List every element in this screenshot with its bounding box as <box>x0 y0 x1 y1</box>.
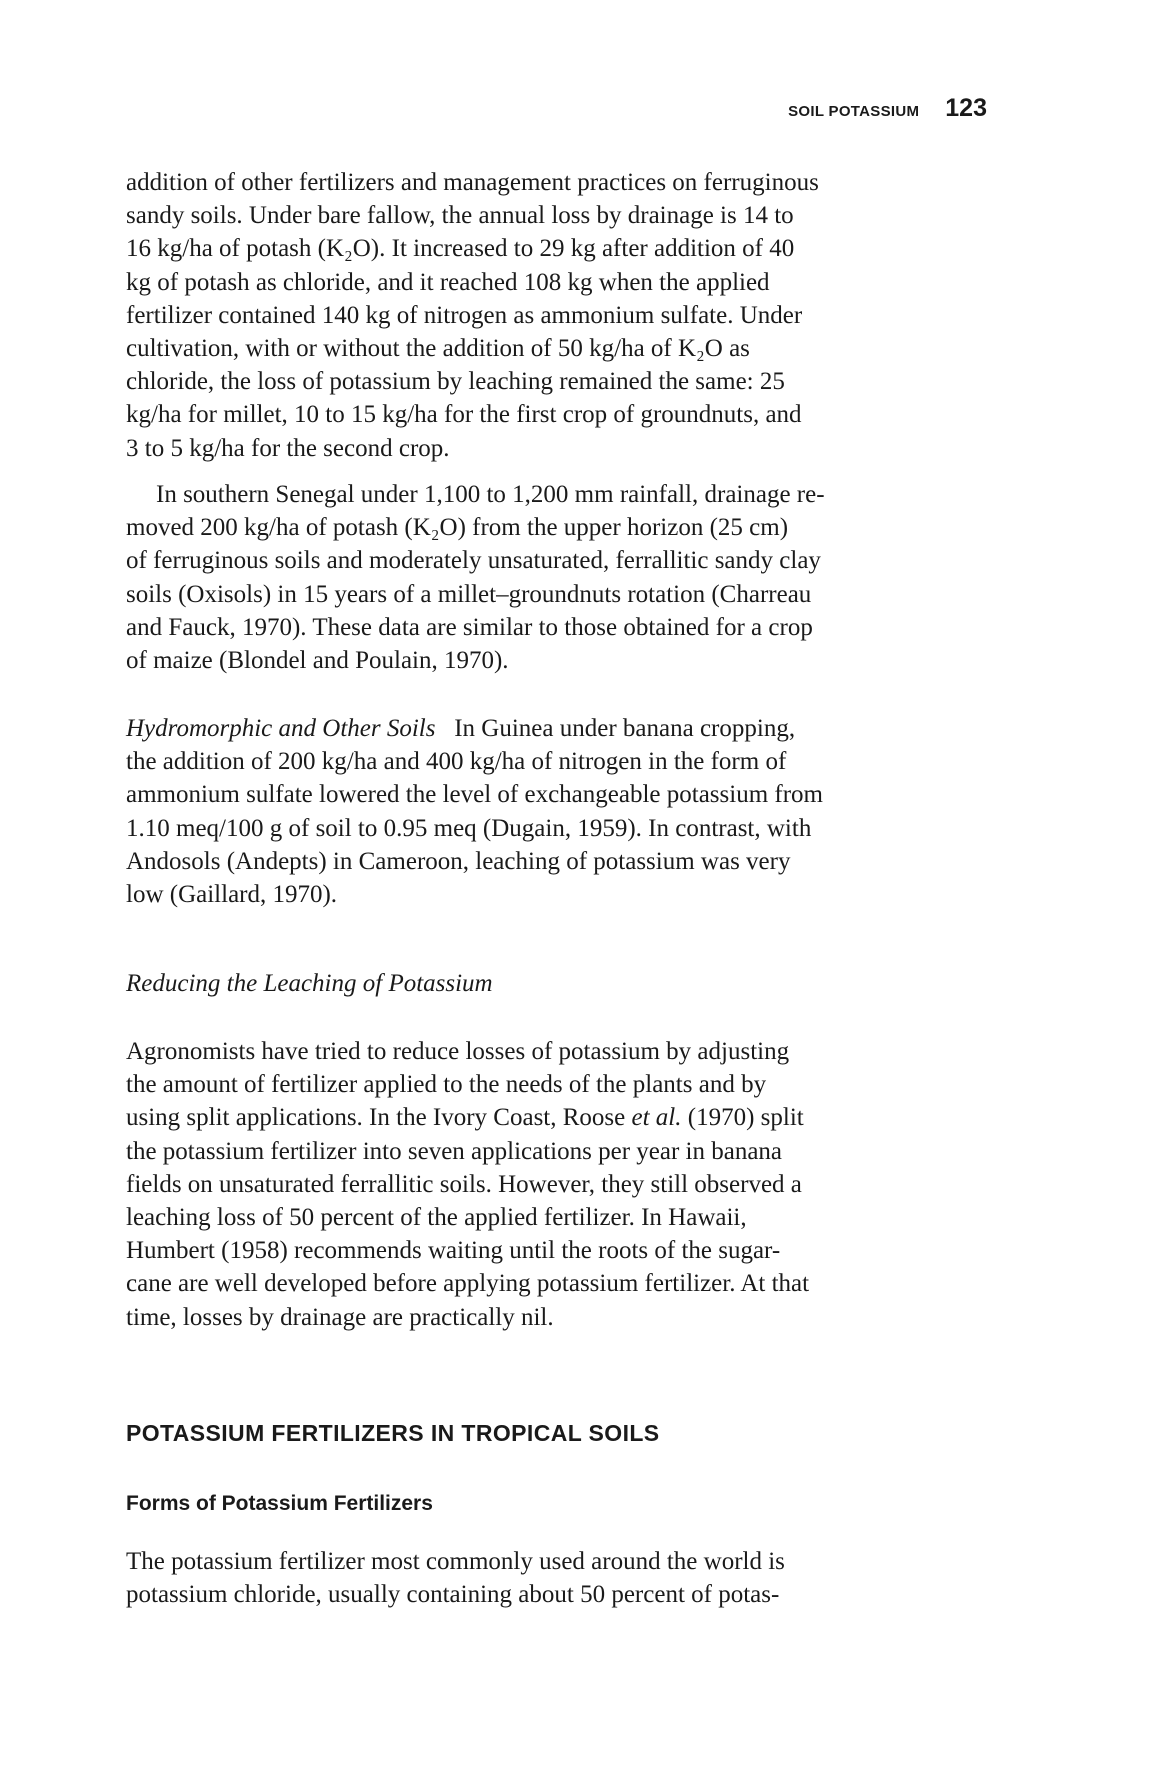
paragraph-4 <box>126 1035 996 1334</box>
text-line: fertilizer contained 140 kg of nitrogen as ammonium sulfate. Under <box>126 301 803 329</box>
page-number: 123 <box>945 94 987 122</box>
text-line: 3 to 5 kg/ha for the second crop. <box>126 434 450 462</box>
text-line: low (Gaillard, 1970). <box>126 881 338 909</box>
text-line: Andosols (Andepts) in Cameroon, leaching of potassium was very <box>126 847 791 875</box>
text-line: the addition of 200 kg/ha and 400 kg/ha of nitrogen in the form of <box>126 748 787 776</box>
text-line: and Fauck, 1970). These data are similar to those obtained for a crop <box>126 613 813 641</box>
running-head-title: SOIL POTASSIUM <box>788 103 920 120</box>
text-line: sandy soils. Under bare fallow, the annual loss by drainage is 14 to <box>126 202 794 230</box>
section-heading: POTASSIUM FERTILIZERS IN TROPICAL SOILS <box>126 1420 660 1446</box>
text-line: kg of potash as chloride, and it reached 108 kg when the applied <box>126 268 770 296</box>
text-span: (1970) split <box>681 1104 804 1132</box>
text-line: time, losses by drainage are practically nil. <box>126 1303 554 1331</box>
text-line: Humbert (1958) recommends waiting until the roots of the sugar- <box>126 1237 781 1265</box>
text-line: 1.10 meq/100 g of soil to 0.95 meq (Dugain, 1959). In contrast, with <box>126 814 812 842</box>
text-line: cane are well developed before applying potassium fertilizer. At that <box>126 1270 810 1298</box>
text-line: of maize (Blondel and Poulain, 1970). <box>126 647 509 675</box>
text-line: ammonium sulfate lowered the level of exchangeable potassium from <box>126 781 823 809</box>
text-line: leaching loss of 50 percent of the applied fertilizer. In Hawaii, <box>126 1204 747 1232</box>
subsection-heading: Forms of Potassium Fertilizers <box>126 1492 433 1515</box>
text-line: the amount of fertilizer applied to the needs of the plants and by <box>126 1071 767 1099</box>
text-line <box>126 712 996 745</box>
paragraph-5 <box>126 1545 996 1611</box>
text-line: the potassium fertilizer into seven applications per year in banana <box>126 1137 783 1165</box>
paragraph-3 <box>126 712 996 911</box>
text-line: soils (Oxisols) in 15 years of a millet–groundnuts rotation (Charreau <box>126 580 812 608</box>
text-line: fields on unsaturated ferrallitic soils. However, they still observed a <box>126 1170 802 1198</box>
text-line: chloride, the loss of potassium by leaching remained the same: 25 <box>126 368 785 396</box>
text-line: Agronomists have tried to reduce losses of potassium by adjusting <box>126 1038 790 1065</box>
running-head <box>788 94 987 123</box>
text-line <box>126 1101 996 1134</box>
text-line: cultivation, with or without the addition of 50 kg/ha of K₂O as <box>126 335 750 363</box>
subheading-reducing-leaching: Reducing the Leaching of Potassium <box>126 970 493 997</box>
text-span: using split applications. In the Ivory Coast, Roose <box>126 1104 632 1132</box>
text-span: In Guinea under banana cropping, <box>454 715 796 742</box>
italic-text: et al. <box>631 1104 682 1132</box>
run-in-heading: Hydromorphic and Other Soils <box>126 715 436 742</box>
text-line: In southern Senegal under 1,100 to 1,200 mm rainfall, drainage re- <box>156 481 825 508</box>
text-line: moved 200 kg/ha of potash (K₂O) from the upper horizon (25 cm) <box>126 514 789 542</box>
text-line: The potassium fertilizer most commonly used around the world is <box>126 1548 785 1575</box>
text-line: kg/ha for millet, 10 to 15 kg/ha for the first crop of groundnuts, and <box>126 401 802 429</box>
paragraph-1 <box>126 166 996 465</box>
text-line: 16 kg/ha of potash (K₂O). It increased to 29 kg after addition of 40 <box>126 235 795 263</box>
text-line: addition of other fertilizers and management practices on ferruginous <box>126 169 819 196</box>
text-line: of ferruginous soils and moderately unsaturated, ferrallitic sandy clay <box>126 547 821 575</box>
text-line: potassium chloride, usually containing about 50 percent of potas- <box>126 1581 780 1609</box>
paragraph-2 <box>126 478 996 677</box>
